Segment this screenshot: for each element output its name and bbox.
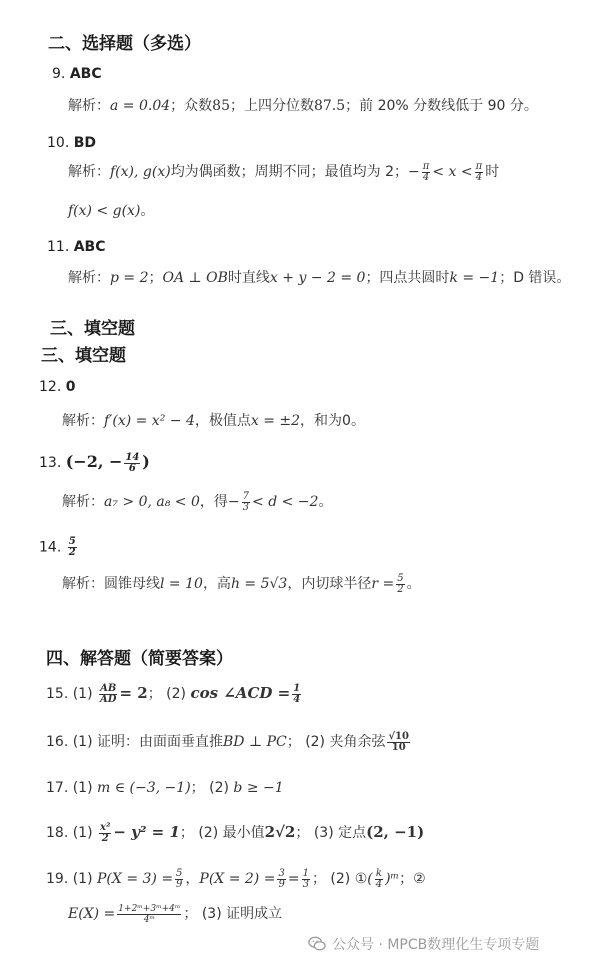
explanation-label: 解析： bbox=[68, 164, 110, 180]
text: ； bbox=[311, 871, 326, 887]
question-19 bbox=[46, 868, 426, 890]
math: p = 2 bbox=[110, 270, 149, 286]
fraction: $\frac{1}{4}$ bbox=[293, 682, 301, 705]
question-10 bbox=[47, 135, 96, 151]
watermark-text: 公众号 · MPCB数理化生专项专题 bbox=[332, 937, 540, 953]
math: b ≥ −1 bbox=[233, 780, 284, 796]
text: ，极值点 bbox=[194, 413, 251, 429]
explanation-label: 解析： bbox=[68, 270, 110, 286]
section-title-multiple-choice: 二、选择题（多选） bbox=[48, 34, 201, 54]
math: 85 bbox=[212, 98, 230, 114]
question-number: 18. bbox=[46, 825, 69, 841]
answer: 0 bbox=[65, 379, 76, 395]
fraction: $\frac{5}{2}$ bbox=[397, 572, 404, 595]
part-label: (1) bbox=[72, 734, 93, 750]
text: ；四点共圆时 bbox=[365, 270, 450, 286]
answer: ABC bbox=[73, 239, 106, 255]
fraction: $\frac{7}{3}$ bbox=[242, 490, 250, 513]
question-12 bbox=[39, 379, 75, 395]
math: < d < −2 bbox=[252, 494, 319, 510]
text: 圆锥母线 bbox=[104, 576, 160, 592]
math: P(X = 3) = bbox=[97, 871, 174, 887]
explanation-14 bbox=[62, 573, 421, 595]
text: ； bbox=[286, 734, 301, 750]
math: = bbox=[287, 871, 300, 887]
question-number: 12. bbox=[39, 379, 62, 395]
explanation-label: 解析： bbox=[68, 98, 110, 114]
fraction: $\frac{1}{3}$ bbox=[302, 867, 309, 890]
fraction: $\frac{14}{6}$ bbox=[125, 451, 140, 474]
explanation-13 bbox=[62, 491, 332, 513]
text: 。 bbox=[318, 494, 333, 510]
explanation-11 bbox=[68, 267, 570, 287]
question-18 bbox=[46, 822, 424, 844]
part-label: (2) bbox=[166, 686, 186, 702]
clipped-section-title bbox=[0, 310, 602, 339]
text: 时 bbox=[485, 164, 500, 180]
text: 夹角余弦 bbox=[329, 734, 386, 750]
math: 2√2 bbox=[264, 823, 296, 841]
section-title-solutions: 四、解答题（简要答案） bbox=[46, 649, 233, 669]
math: k = −1 bbox=[449, 270, 500, 286]
question-number: 13. bbox=[39, 455, 62, 471]
question-number: 11. bbox=[47, 239, 70, 255]
math: a₇ > 0, a₈ < 0 bbox=[104, 494, 200, 510]
question-14 bbox=[39, 537, 79, 558]
math: (2, −1) bbox=[366, 823, 425, 841]
part-label: (3) bbox=[313, 825, 334, 841]
text: ； bbox=[179, 825, 194, 841]
question-19-line2 bbox=[68, 903, 282, 925]
question-13 bbox=[39, 452, 150, 474]
math: f(x) < g(x) bbox=[68, 203, 141, 219]
circled-two: ② bbox=[413, 871, 426, 887]
answer: ABC bbox=[69, 66, 102, 82]
text: ；前 20% 分数线低于 90 分。 bbox=[345, 98, 538, 114]
text: ； bbox=[147, 686, 162, 702]
text: 证明：由面面垂直推 bbox=[97, 734, 224, 750]
text: ， bbox=[185, 871, 200, 887]
clipped-title-text: 三、填空题 bbox=[50, 319, 135, 339]
math: = 2 bbox=[119, 684, 148, 702]
explanation-10-line2 bbox=[68, 200, 154, 220]
text: 最小值 bbox=[222, 825, 265, 841]
text: 证明成立 bbox=[226, 906, 283, 922]
answer-fraction: $\frac{5}{2}$ bbox=[68, 536, 76, 558]
math: < x < bbox=[432, 164, 473, 180]
math: OA ⊥ OB bbox=[162, 270, 228, 286]
fraction: $\frac{\text{1+2ᵐ+3ᵐ+4ᵐ}}{\text{4ᵐ}}$ bbox=[118, 903, 181, 925]
question-number: 9. bbox=[52, 66, 66, 82]
math: x = ±2 bbox=[250, 413, 301, 429]
question-16 bbox=[46, 731, 412, 753]
text: ；众数 bbox=[170, 98, 213, 114]
math: 87.5 bbox=[313, 98, 346, 114]
math: r = bbox=[371, 576, 395, 592]
text: ，得 bbox=[199, 494, 228, 510]
math: f′(x) = x² − 4 bbox=[104, 413, 195, 429]
text: ； bbox=[190, 780, 205, 796]
text: ； bbox=[295, 825, 310, 841]
circled-one: ① bbox=[354, 871, 368, 887]
text: ；D 错误。 bbox=[499, 270, 571, 286]
text: ；上四分位数 bbox=[229, 98, 314, 114]
wechat-icon bbox=[308, 935, 326, 953]
question-number: 16. bbox=[46, 734, 69, 750]
fraction: $\frac{\pi}{4}$ bbox=[422, 160, 430, 183]
math: BD ⊥ PC bbox=[223, 734, 287, 750]
part-label: (1) bbox=[72, 780, 93, 796]
text: 。 bbox=[406, 576, 421, 592]
text: 时直线 bbox=[227, 270, 270, 286]
text: ，和为0。 bbox=[300, 413, 365, 429]
answer: ) bbox=[142, 452, 150, 471]
math: f(x), g(x) bbox=[110, 164, 171, 180]
text: ，高 bbox=[202, 576, 231, 592]
fraction: $\frac{3}{9}$ bbox=[278, 867, 285, 890]
question-number: 17. bbox=[46, 780, 69, 796]
fraction: $\frac{AB}{AD}$ bbox=[100, 682, 117, 705]
math: − bbox=[408, 164, 420, 180]
math: h = 5√3 bbox=[230, 576, 288, 592]
explanation-label: 解析： bbox=[62, 576, 104, 592]
text: 均为偶函数；周期不同；最值均为 2； bbox=[170, 164, 409, 180]
text: 定点 bbox=[338, 825, 367, 841]
fraction: $\frac{5}{9}$ bbox=[176, 867, 183, 890]
explanation-12 bbox=[62, 410, 365, 430]
question-9 bbox=[52, 66, 102, 82]
part-label: (1) bbox=[72, 871, 93, 887]
question-number: 15. bbox=[46, 686, 69, 702]
text: ； bbox=[183, 906, 198, 922]
part-label: (2) bbox=[305, 734, 326, 750]
explanation-label: 解析： bbox=[62, 494, 104, 510]
part-label: (1) bbox=[72, 825, 93, 841]
watermark bbox=[308, 934, 539, 954]
math: cos ∠ACD = bbox=[190, 684, 291, 702]
section-title-fill-blank: 三、填空题 bbox=[41, 346, 126, 366]
part-label: (1) bbox=[72, 686, 93, 702]
question-number: 14. bbox=[39, 539, 62, 556]
math: − bbox=[227, 494, 240, 510]
math: − y² = 1 bbox=[113, 823, 180, 841]
question-17 bbox=[46, 777, 284, 797]
math: l = 10 bbox=[160, 576, 203, 592]
part-label: (2) bbox=[209, 780, 229, 796]
math: P(X = 2) = bbox=[199, 871, 276, 887]
question-number: 10. bbox=[47, 135, 70, 151]
text: 。 bbox=[140, 203, 155, 219]
math: )ᵐ bbox=[385, 871, 400, 887]
text: ，内切球半径 bbox=[287, 576, 372, 592]
part-label: (2) bbox=[330, 871, 351, 887]
answer: BD bbox=[73, 135, 97, 151]
math: x + y − 2 = 0 bbox=[269, 270, 366, 286]
math: E(X) = bbox=[68, 906, 116, 922]
math: ( bbox=[367, 871, 373, 887]
fraction: $\frac{√10}{10}$ bbox=[388, 730, 409, 753]
question-number: 19. bbox=[46, 871, 69, 887]
explanation-9 bbox=[68, 95, 538, 115]
answer: (−2, − bbox=[65, 452, 123, 471]
math: m ∈ (−3, −1) bbox=[97, 780, 191, 796]
question-15 bbox=[46, 683, 303, 705]
part-label: (2) bbox=[198, 825, 219, 841]
part-label: (3) bbox=[201, 906, 222, 922]
text: ； bbox=[148, 270, 163, 286]
question-11 bbox=[47, 239, 106, 255]
fraction: $\frac{\pi}{4}$ bbox=[475, 160, 483, 183]
explanation-10 bbox=[68, 161, 499, 183]
explanation-label: 解析： bbox=[62, 413, 104, 429]
fraction: $\frac{k}{4}$ bbox=[375, 867, 383, 890]
fraction: $\frac{\text{x²}}{2}$ bbox=[100, 821, 111, 844]
math: a = 0.04 bbox=[110, 98, 171, 114]
text: ； bbox=[399, 871, 414, 887]
